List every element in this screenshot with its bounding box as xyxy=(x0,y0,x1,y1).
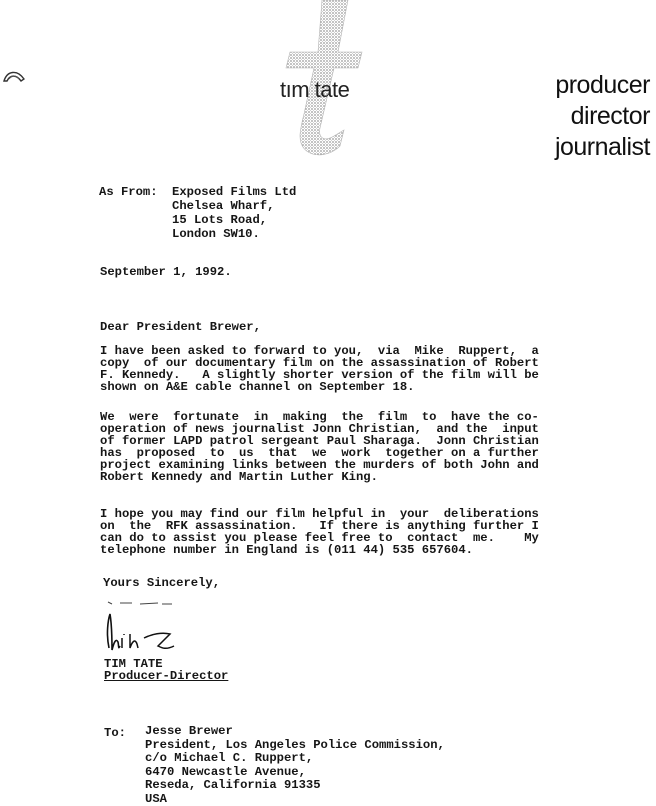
paragraph-line: project examining links between the murders of both John and xyxy=(100,459,539,471)
paragraph-line: F. Kennedy. A slightly shorter version of the film will be xyxy=(100,369,539,381)
paragraph-line: on the RFK assassination. If there is anything further I xyxy=(100,520,539,532)
recipient-line: USA xyxy=(145,793,445,806)
paragraph-line: operation of news journalist Jonn Christian, and the input xyxy=(100,423,539,435)
paragraph-line: of former LAPD patrol sergeant Paul Sharaga. Jonn Christian xyxy=(100,435,539,447)
sender-line: 15 Lots Road, xyxy=(172,214,296,228)
recipient-line: Reseda, California 91335 xyxy=(145,779,445,793)
sender-line: London SW10. xyxy=(172,228,296,242)
role-director: director xyxy=(555,101,650,132)
corner-mark-icon xyxy=(3,67,25,83)
paragraph-line: copy of our documentary film on the assassination of Robert xyxy=(100,357,539,369)
recipient-line: Jesse Brewer xyxy=(145,725,445,739)
paragraph-line: can do to assist you please feel free to contact me. My xyxy=(100,532,539,544)
sender-line: Exposed Films Ltd xyxy=(172,186,296,200)
paragraph-line: shown on A&E cable channel on September 18. xyxy=(100,381,539,393)
sender-label: As From: xyxy=(99,186,158,198)
handwritten-signature-icon xyxy=(100,598,180,658)
recipient-line: c/o Michael C. Ruppert, xyxy=(145,752,445,766)
paragraph-line: telephone number in England is (011 44) 535 657604. xyxy=(100,544,539,556)
letter-date: September 1, 1992. xyxy=(100,266,232,278)
role-journalist: journalist xyxy=(555,132,650,163)
letterhead-name: tım tate xyxy=(280,77,349,103)
letterhead-roles xyxy=(555,70,650,163)
recipient-line: 6470 Newcastle Avenue, xyxy=(145,766,445,780)
paragraph-line: I hope you may find our film helpful in your deliberations xyxy=(100,508,539,520)
sender-address xyxy=(172,186,296,242)
body-paragraph-1 xyxy=(100,345,539,393)
recipient-line: President, Los Angeles Police Commission, xyxy=(145,739,445,753)
paragraph-line: I have been asked to forward to you, via Mike Ruppert, a xyxy=(100,345,539,357)
paragraph-line: Robert Kennedy and Martin Luther King. xyxy=(100,471,539,483)
salutation: Dear President Brewer, xyxy=(100,321,261,333)
recipient-label: To: xyxy=(104,727,126,739)
signer-name: TIM TATE xyxy=(104,658,163,670)
signer-title: Producer-Director xyxy=(104,670,228,682)
body-paragraph-2 xyxy=(100,411,539,483)
paragraph-line: We were fortunate in making the film to have the co- xyxy=(100,411,539,423)
closing: Yours Sincerely, xyxy=(103,577,220,589)
paragraph-line: has proposed to us that we work together on a further xyxy=(100,447,539,459)
body-paragraph-3 xyxy=(100,508,539,556)
sender-line: Chelsea Wharf, xyxy=(172,200,296,214)
role-producer: producer xyxy=(555,70,650,101)
recipient-address xyxy=(145,725,445,806)
